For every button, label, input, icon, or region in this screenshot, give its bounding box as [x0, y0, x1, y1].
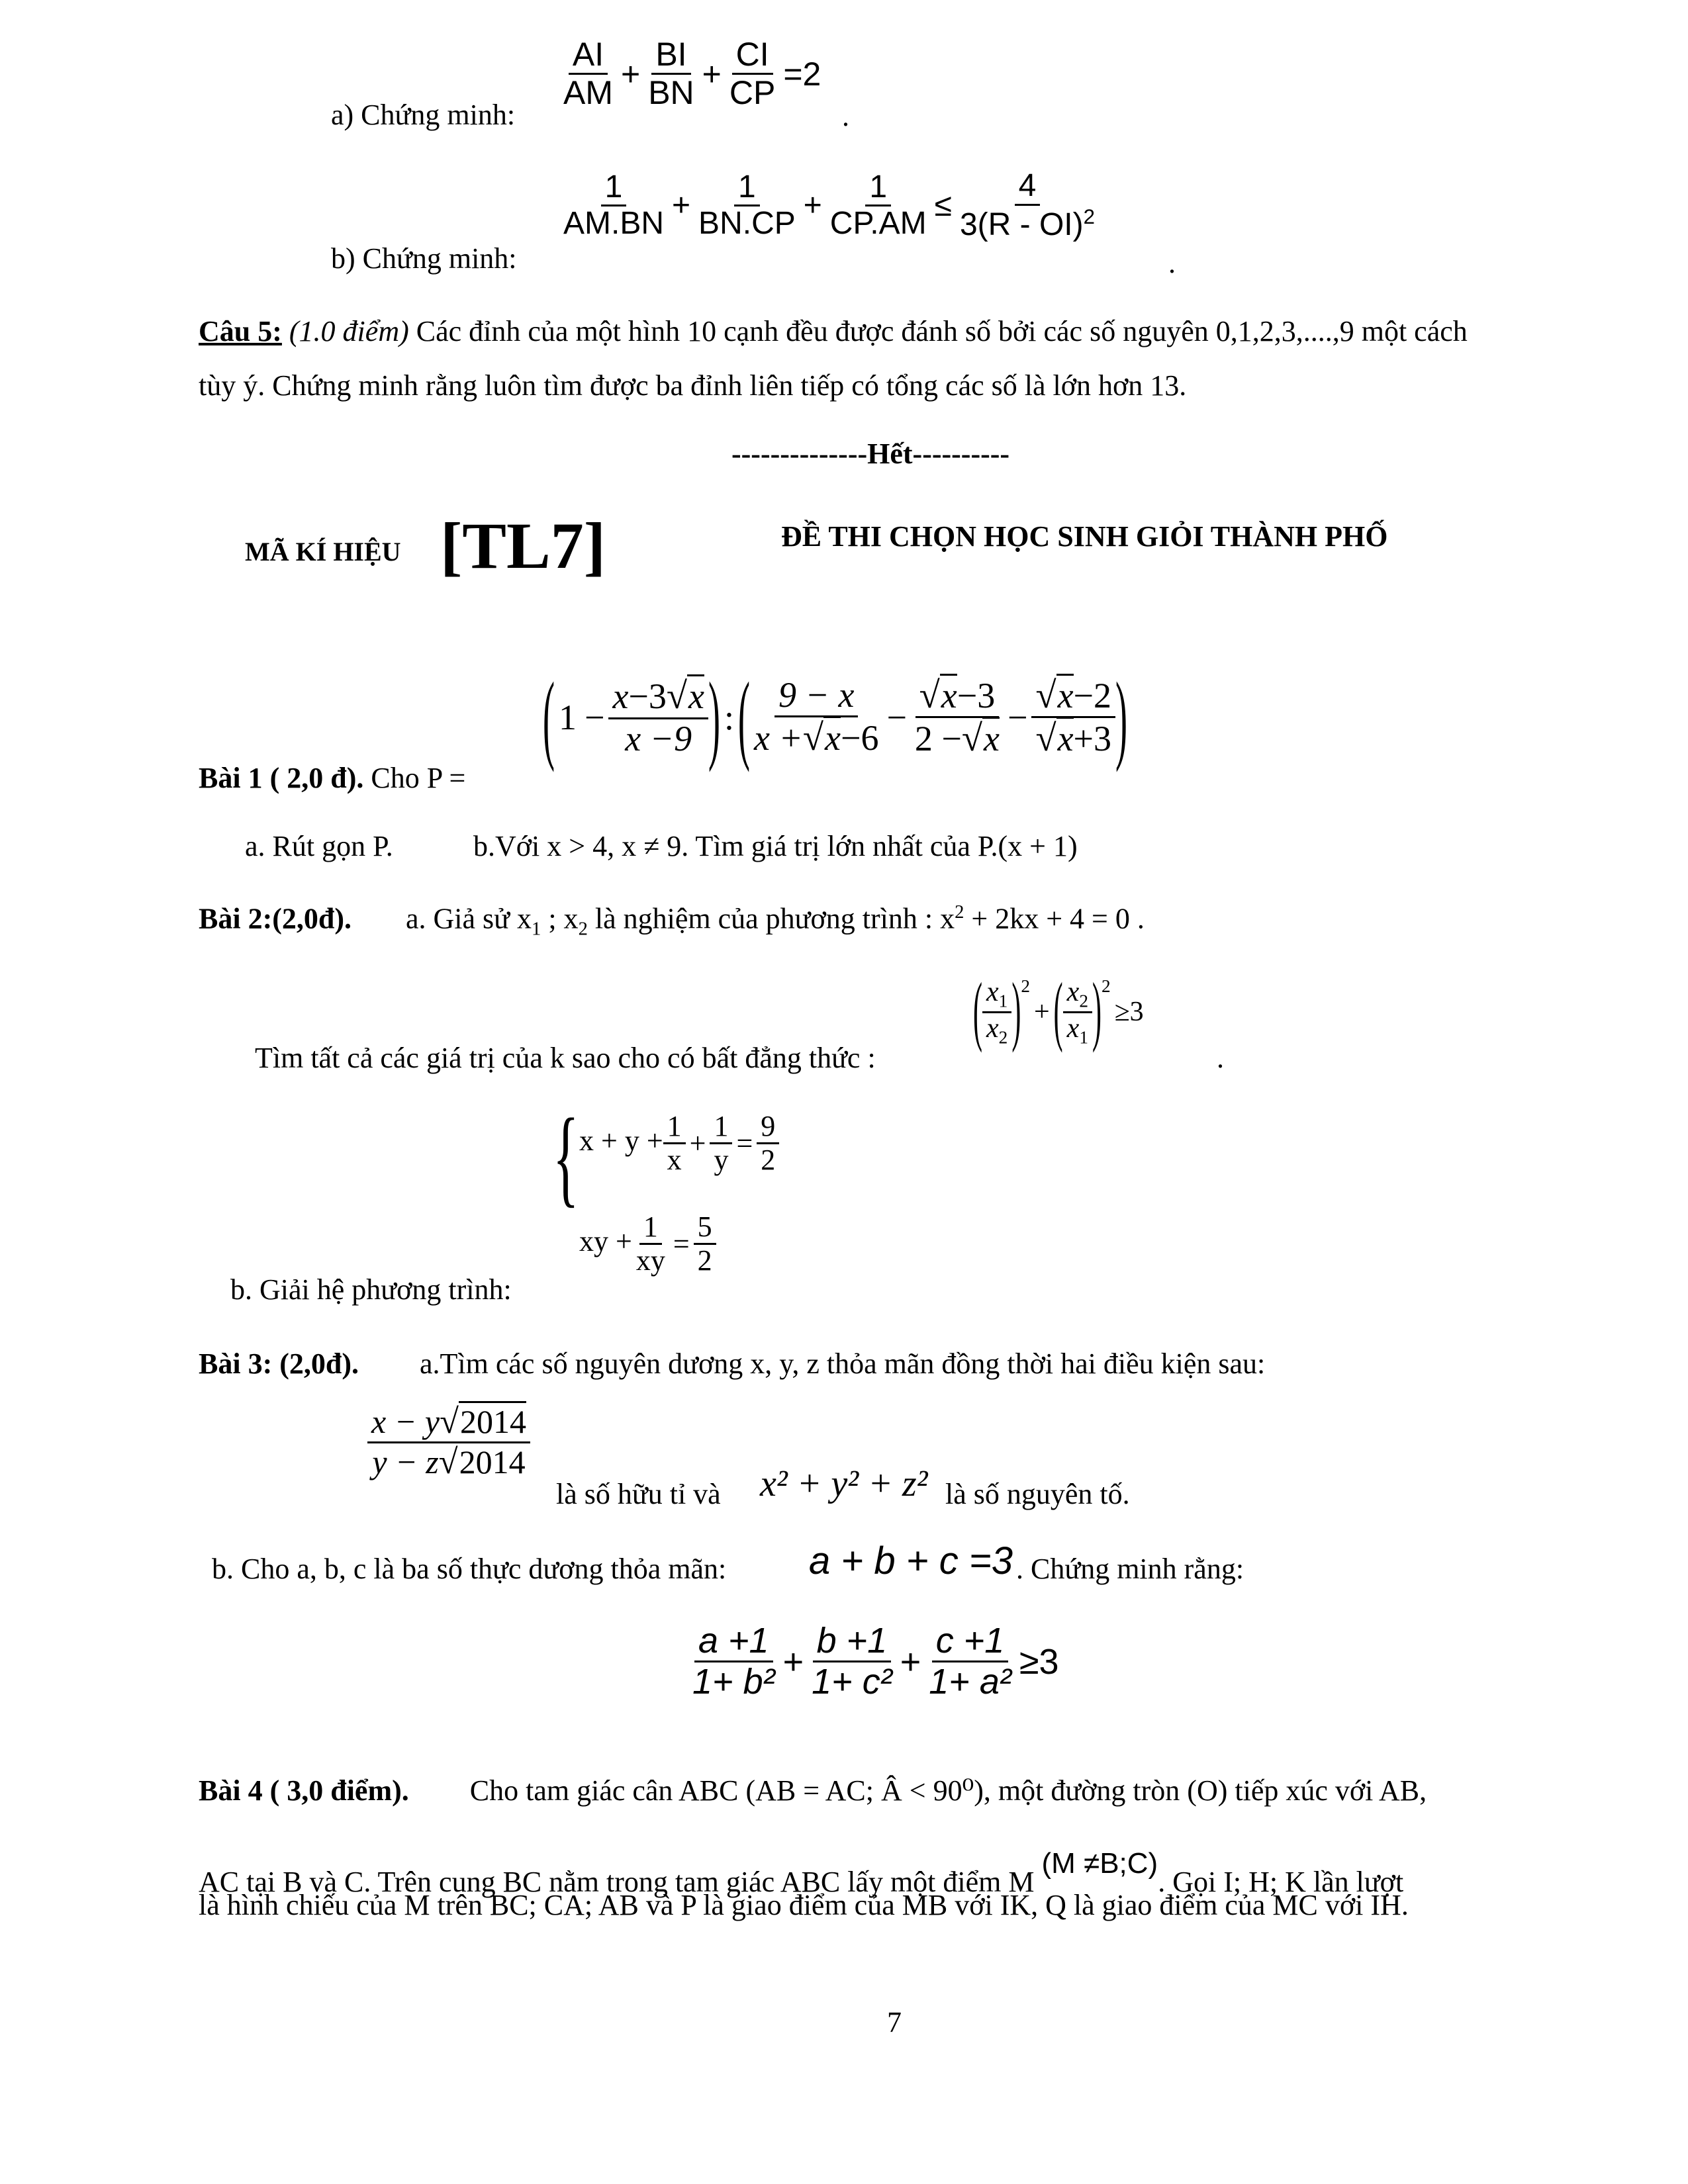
cau5-label: Câu 5: [199, 315, 282, 347]
bai1-formula: ( 1 − $\frac{x-3√x}{x -9}$ ) : ( $\frac{9 - x}{x +√x-6}$ − $\frac{√x-3}{2 -√x}$ − $\frac{√x-2}{√x+3}$ ) [543, 661, 1127, 773]
bai3-fraction: $\frac{x - y√2014}{y - z√2014}$ [367, 1403, 530, 1482]
bai2-b-label: b. Giải hệ phương trình: [230, 1273, 512, 1306]
bai3-sum-squares: x² + y² + z² [760, 1463, 928, 1504]
bai2-ineq-text: Tìm tất cả các giá trị của k sao cho có bất đẳng thức : [255, 1042, 876, 1074]
bai4-m-condition: (M ≠B;C) [1041, 1847, 1158, 1880]
bai1-text: Cho P = [371, 762, 466, 794]
bai2-label: Bài 2:(2,0đ). [199, 902, 352, 935]
bai3-a-text: a.Tìm các số nguyên dương x, y, z thỏa mãn đồng thời hai điều kiện sau: [420, 1347, 1266, 1380]
bai1-line [199, 761, 465, 796]
bai1-b: b.Với x > 4, x ≠ 9. Tìm giá trị lớn nhất của P.(x + 1) [473, 830, 1078, 862]
bai2-line: Bài 2:(2,0đ). a. Giả sử $x_1$ ; $x_2$ là nghiệm của phương trình : $x^2 + 2kx + 4 = 0$ . [199, 902, 1145, 940]
bai3-label: Bài 3: (2,0đ). [199, 1347, 359, 1380]
bai3-line [199, 1347, 1265, 1382]
cau5-text2: tùy ý. Chứng minh rằng luôn tìm được ba đỉnh liên tiếp có tổng các số là lớn hơn 13. [199, 369, 1187, 402]
bai4-line1 [199, 1774, 1427, 1809]
system-line1: x + y + $\frac{1}{x}$ + $\frac{1}{y}$ = $\frac{9}{2}$ [579, 1111, 779, 1177]
bai4-text1: Cho tam giác cân ABC (AB = AC; Â < 90⁰), một đường tròn (O) tiếp xúc với AB, [469, 1774, 1427, 1807]
cau5-text1: Các đỉnh của một hình 10 cạnh đều được đánh số bởi các số nguyên 0,1,2,3,....,9 một cách [416, 315, 1468, 347]
cau5-line1 [199, 314, 1468, 349]
system-brace: { [553, 1096, 579, 1217]
bai3-b-end: . Chứng minh rằng: [1016, 1553, 1244, 1585]
bai4-label: Bài 4 ( 3,0 điểm). [199, 1774, 409, 1807]
cau5-points: (1.0 điểm) [289, 315, 409, 347]
bai2-ineq: ( $\frac{x_1}{x_2}$ )$^2$+ ( $\frac{x_2}{x_1}$ )$^2$≥3 [973, 969, 1144, 1055]
cau4-a-formula: $\frac{AI}{AM}$ + $\frac{BI}{BN}$ + $\frac{CI}{CP}$ =2 [563, 36, 821, 111]
system-line2: xy + $\frac{1}{xy}$ = $\frac{5}{2}$ [579, 1211, 716, 1277]
bai2-ineq-dot: . [1217, 1042, 1224, 1074]
bai3-mid-text: là số hữu tỉ và [556, 1478, 721, 1510]
cau4-b-label: b) Chứng minh: [331, 242, 517, 275]
cau4-a-dot: . [842, 100, 849, 132]
page-number: 7 [887, 2006, 902, 2038]
bai3-end-text: là số nguyên tố. [945, 1478, 1130, 1510]
cau4-b-dot: . [1168, 247, 1176, 279]
bai3-b-condition: a + b + c =3 [809, 1539, 1013, 1582]
bai4-text3: là hình chiếu của M trên BC; CA; AB và P là giao điểm của MB với IK, Q là giao điểm của MC với IH. [199, 1889, 1409, 1921]
ma-ki-hieu-label: MÃ KÍ HIỆU [245, 537, 401, 567]
bai4-line2: AC tại B và C. Trên cung BC nằm trong tam giác ABC lấy một điểm M (M ≠B;C). Gọi I; H; K lần lượt [199, 1847, 1404, 1898]
end-marker: --------------Hết---------- [731, 437, 1010, 470]
bai1-label: Bài 1 ( 2,0 đ). [199, 762, 364, 794]
exam-code: [TL7] [440, 509, 606, 582]
bai3-inequality: $\frac{a +1}{\text{1+ b²}}$ + $\frac{b +1}{\text{1+ c²}}$ + $\frac{c +1}{\text{1+ a²}}$ ≥3 [692, 1621, 1059, 1702]
bai1-a: a. Rút gọn P. [245, 830, 393, 862]
exam-title: ĐỀ THI CHỌN HỌC SINH GIỎI THÀNH PHỐ [781, 520, 1388, 553]
cau4-a-label: a) Chứng minh: [331, 99, 516, 131]
cau4-b-formula: $\frac{1}{AM.BN}$ + $\frac{1}{BN.CP}$ + $\frac{1}{CP.AM}$ ≤ $\frac{4}{3(R - OI)^2}$ [563, 168, 1095, 242]
bai3-b-text: b. Cho a, b, c là ba số thực dương thỏa mãn: [212, 1553, 727, 1585]
